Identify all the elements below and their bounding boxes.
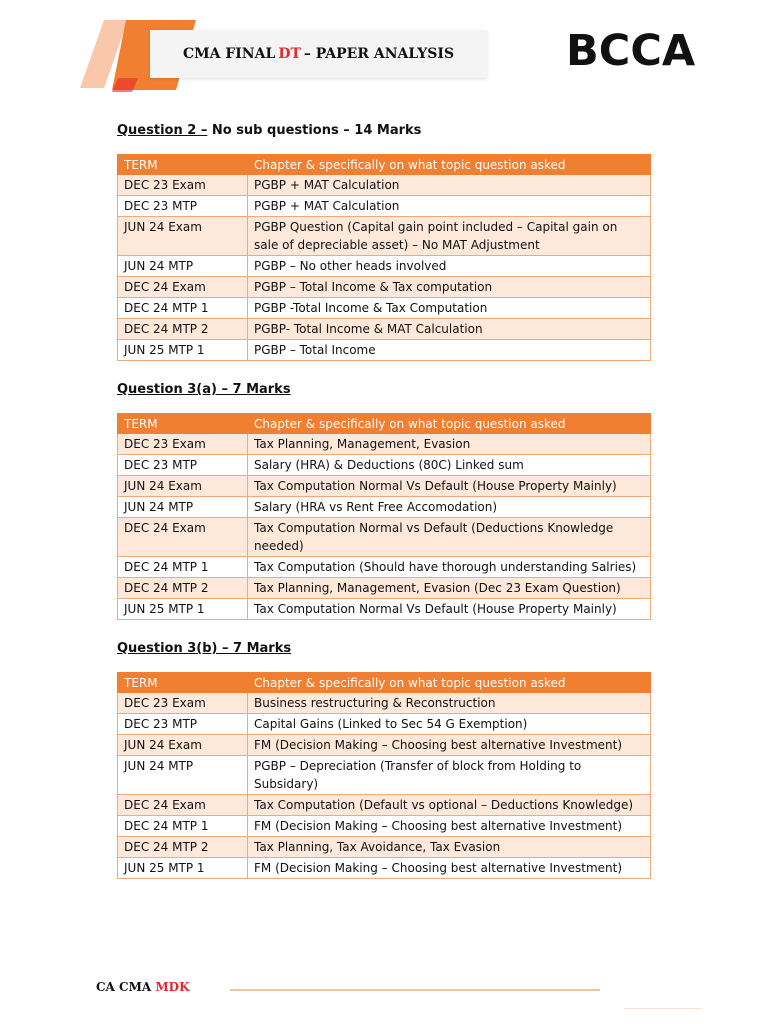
title-prefix: CMA FINAL	[182, 46, 276, 62]
table-row: DEC 24 MTP 2 Tax Planning, Tax Avoidance, Tax Evasion	[118, 837, 651, 858]
topic-header: Chapter & specifically on what topic question asked	[248, 673, 651, 693]
section-question-3b	[117, 639, 651, 879]
table-row: DEC 23 Exam PGBP + MAT Calculation	[118, 175, 651, 196]
analysis-table	[117, 672, 651, 879]
brand-logo: BCCA	[566, 26, 696, 76]
table-row: DEC 24 MTP 2 PGBP- Total Income & MAT Calculation	[118, 319, 651, 340]
section-question-3a	[117, 380, 651, 620]
section-heading: Question 3(a) – 7 Marks	[117, 382, 291, 397]
table-header-row	[118, 673, 651, 693]
table-row: DEC 23 Exam Business restructuring & Reconstruction	[118, 693, 651, 714]
title-accent: DT	[278, 46, 301, 62]
topic-header: Chapter & specifically on what topic question asked	[248, 414, 651, 434]
term-header: TERM	[118, 414, 248, 434]
term-header: TERM	[118, 673, 248, 693]
footer-divider-small	[624, 1008, 702, 1009]
table-row: JUN 25 MTP 1 PGBP – Total Income	[118, 340, 651, 361]
term-header: TERM	[118, 155, 248, 175]
topic-header: Chapter & specifically on what topic question asked	[248, 155, 651, 175]
table-row: JUN 25 MTP 1 Tax Computation Normal Vs Default (House Property Mainly)	[118, 599, 651, 620]
table-row: DEC 23 MTP Salary (HRA) & Deductions (80C) Linked sum	[118, 455, 651, 476]
table-row: DEC 24 Exam PGBP – Total Income & Tax computation	[118, 277, 651, 298]
section-question-2	[117, 121, 651, 361]
table-header-row	[118, 414, 651, 434]
footer-brand: CA CMA MDK	[96, 980, 190, 994]
table-row: JUN 24 MTP Salary (HRA vs Rent Free Accomodation)	[118, 497, 651, 518]
analysis-table	[117, 413, 651, 620]
document-title-banner	[150, 30, 487, 78]
table-row: DEC 24 MTP 1 FM (Decision Making – Choosing best alternative Investment)	[118, 816, 651, 837]
table-row: JUN 24 MTP PGBP – Depreciation (Transfer of block from Holding to Subsidary)	[118, 756, 651, 795]
table-row: DEC 24 Exam Tax Computation (Default vs optional – Deductions Knowledge)	[118, 795, 651, 816]
table-row: JUN 25 MTP 1 FM (Decision Making – Choosing best alternative Investment)	[118, 858, 651, 879]
table-row: JUN 24 Exam Tax Computation Normal Vs Default (House Property Mainly)	[118, 476, 651, 497]
table-header-row	[118, 155, 651, 175]
table-row: DEC 23 MTP Capital Gains (Linked to Sec 54 G Exemption)	[118, 714, 651, 735]
title-suffix: – PAPER ANALYSIS	[303, 46, 455, 62]
footer-divider	[230, 989, 600, 991]
section-heading: Question 3(b) – 7 Marks	[117, 641, 292, 656]
table-row: DEC 23 Exam Tax Planning, Management, Evasion	[118, 434, 651, 455]
table-row: DEC 24 MTP 1 PGBP -Total Income & Tax Computation	[118, 298, 651, 319]
table-row: DEC 24 MTP 1 Tax Computation (Should have thorough understanding Salries)	[118, 557, 651, 578]
section-heading: Question 2 – No sub questions – 14 Marks	[117, 123, 422, 138]
table-row: DEC 24 MTP 2 Tax Planning, Management, Evasion (Dec 23 Exam Question)	[118, 578, 651, 599]
table-row: DEC 24 Exam Tax Computation Normal vs Default (Deductions Knowledge needed)	[118, 518, 651, 557]
table-row: DEC 23 MTP PGBP + MAT Calculation	[118, 196, 651, 217]
table-row: JUN 24 Exam PGBP Question (Capital gain point included – Capital gain on sale of depreciable asset) – No MAT Adjustment	[118, 217, 651, 256]
table-row: JUN 24 Exam FM (Decision Making – Choosing best alternative Investment)	[118, 735, 651, 756]
table-row: JUN 24 MTP PGBP – No other heads involved	[118, 256, 651, 277]
analysis-table	[117, 154, 651, 361]
